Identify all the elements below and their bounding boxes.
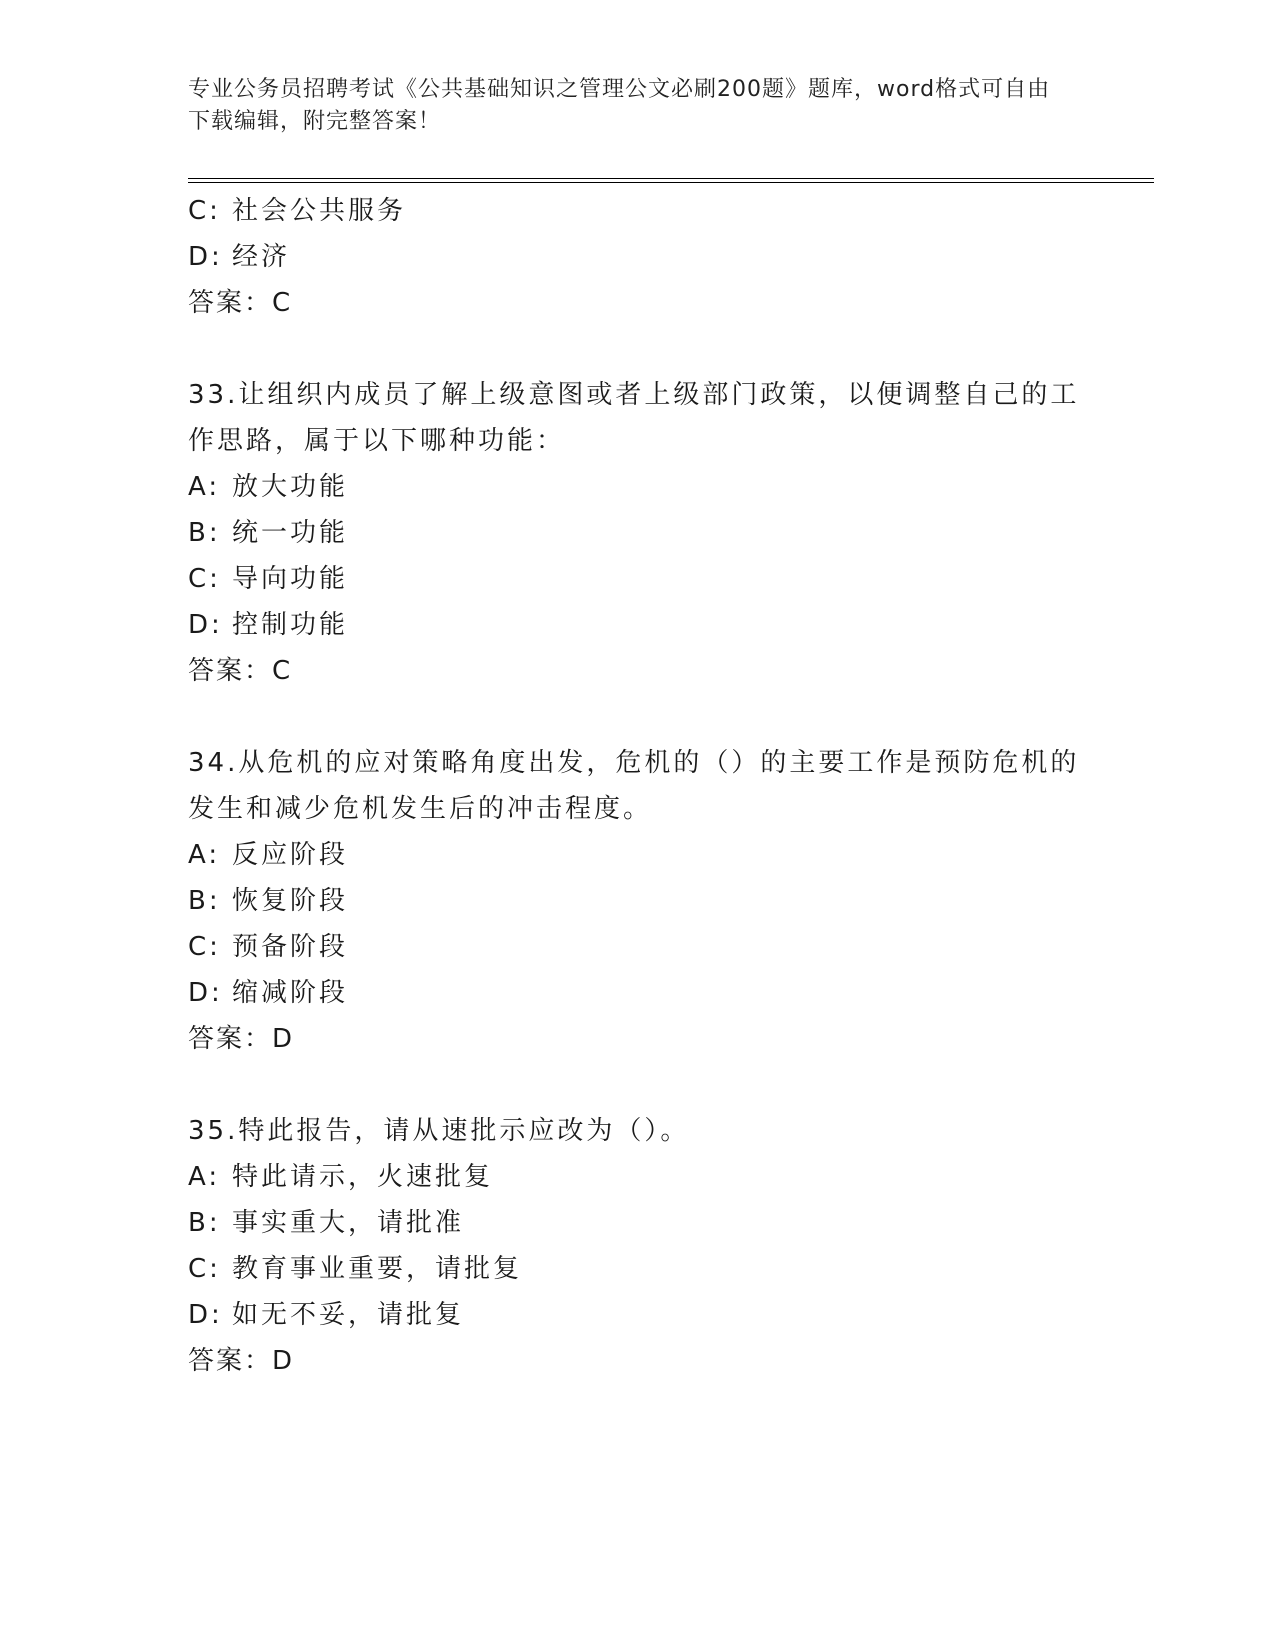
option-key: C: xyxy=(188,564,221,594)
option-line xyxy=(188,464,1088,510)
header-double-rule xyxy=(188,178,1154,183)
answer-line: 答案：C xyxy=(188,288,293,318)
option-line xyxy=(188,234,1088,280)
question-text: 33.让组织内成员了解上级意图或者上级部门政策，以便调整自己的工 xyxy=(188,380,1080,410)
option-line xyxy=(188,1246,1088,1292)
option-line xyxy=(188,556,1088,602)
answer-line: 答案：D xyxy=(188,1024,295,1054)
option-line xyxy=(188,878,1088,924)
spacer xyxy=(188,326,1088,372)
spacer xyxy=(188,1062,1088,1108)
continued-question xyxy=(188,188,1088,326)
option-key: C: xyxy=(188,196,221,226)
option-key: D: xyxy=(188,610,223,640)
option-line xyxy=(188,188,1088,234)
option-key: C: xyxy=(188,1254,221,1284)
option-text: 控制功能 xyxy=(232,610,349,640)
option-key: A: xyxy=(188,1162,221,1192)
option-key: D: xyxy=(188,242,223,272)
option-line xyxy=(188,1200,1088,1246)
option-text: 经济 xyxy=(232,242,291,272)
option-text: 统一功能 xyxy=(232,518,349,548)
question-block xyxy=(188,372,1088,694)
option-line xyxy=(188,1154,1088,1200)
answer-line: 答案：D xyxy=(188,1346,295,1376)
option-key: A: xyxy=(188,472,221,502)
option-line xyxy=(188,510,1088,556)
question-text: 发生和减少危机发生后的冲击程度。 xyxy=(188,794,653,824)
option-key: B: xyxy=(188,1208,221,1238)
option-line xyxy=(188,832,1088,878)
option-line xyxy=(188,1292,1088,1338)
option-key: C: xyxy=(188,932,221,962)
option-text: 反应阶段 xyxy=(232,840,349,870)
option-text: 恢复阶段 xyxy=(232,886,349,916)
option-key: D: xyxy=(188,978,223,1008)
option-key: A: xyxy=(188,840,221,870)
spacer xyxy=(188,694,1088,740)
option-key: B: xyxy=(188,518,221,548)
option-text: 如无不妥，请批复 xyxy=(232,1300,465,1330)
document-body xyxy=(188,188,1088,1384)
option-text: 缩减阶段 xyxy=(232,978,349,1008)
option-key: B: xyxy=(188,886,221,916)
answer-line: 答案：C xyxy=(188,656,293,686)
question-text: 34.从危机的应对策略角度出发，危机的（）的主要工作是预防危机的 xyxy=(188,748,1080,778)
option-text: 事实重大，请批准 xyxy=(232,1208,465,1238)
header-title: 专业公务员招聘考试《公共基础知识之管理公文必刷200题》题库，word格式可自由下载编辑，附完整答案！ xyxy=(188,77,1051,134)
option-line xyxy=(188,602,1088,648)
option-text: 预备阶段 xyxy=(232,932,349,962)
option-line xyxy=(188,970,1088,1016)
question-text: 作思路，属于以下哪种功能： xyxy=(188,426,566,456)
question-text: 35.特此报告，请从速批示应改为（）。 xyxy=(188,1116,690,1146)
question-block xyxy=(188,740,1088,1062)
option-text: 放大功能 xyxy=(232,472,349,502)
option-text: 教育事业重要，请批复 xyxy=(232,1254,523,1284)
option-line xyxy=(188,924,1088,970)
option-text: 导向功能 xyxy=(232,564,349,594)
option-key: D: xyxy=(188,1300,223,1330)
question-block xyxy=(188,1108,1088,1384)
option-text: 特此请示，火速批复 xyxy=(232,1162,494,1192)
option-text: 社会公共服务 xyxy=(232,196,407,226)
document-header xyxy=(188,74,1068,138)
